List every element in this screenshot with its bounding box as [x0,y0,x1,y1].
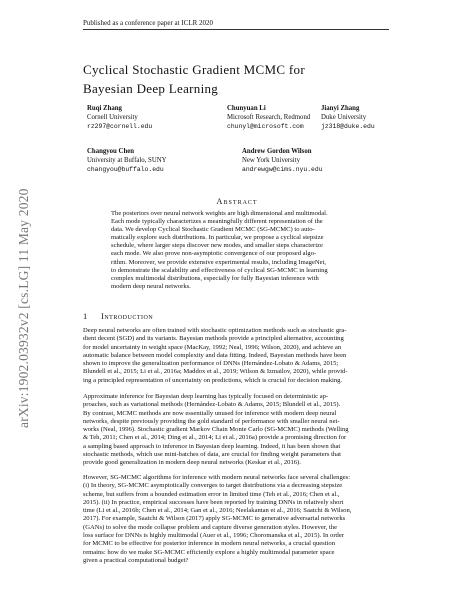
text-line: ing a principled representation of uncertainty on predictions, which is crucial for decision making. [83,376,343,384]
text-line: remains: how do we make SG-MCMC efficiently explore a highly multimodal parameter space [83,548,335,556]
text-line: & Teh, 2011; Chen et al., 2014; Ding et al., 2014; Li et al., 2016a) provide a promising direction for [83,434,347,442]
author-block [242,147,323,174]
abstract-line: schedule, where larger steps discover new modes, and smaller steps characterize [111,242,323,250]
text-line: Blundell et al., 2015; Li et al., 2016a; Maddox et al., 2019; Wilson & Izmailov, 2020), while provid- [83,368,348,376]
text-line: for model uncertainty in weight space (MacKay, 1992; Neal, 1996; Wilson, 2020), and achieve an [83,343,342,351]
text-line: for MCMC to be effective for posterior inference in modern neural networks, a crucial question [83,540,336,548]
author-name: Jianyi Zhang [321,105,360,112]
author-block [87,147,167,174]
intro-paragraph-3 [83,474,390,565]
author-email: rz297@cornell.edu [87,123,153,130]
author-name: Chunyuan Li [227,105,266,112]
paper-title [83,60,305,98]
abstract-body [111,210,362,291]
text-line: automatic balance between model complexity and data fitting. Indeed, Bayesian methods have been [83,351,347,359]
text-line: Approximate inference for Bayesian deep learning has typically focused on deterministic ap- [83,393,329,400]
abstract-line: The posteriors over neural network weights are high dimensional and multimodal. [111,210,328,217]
author-email: changyou@buffalo.edu [87,166,164,173]
abstract-line: each mode. We also prove non-asymptotic convergence of our proposed algo- [111,250,317,258]
author-affiliation: New York University [242,157,300,164]
text-line: networks, despite previously providing the gold standard of performance with smaller neural net- [83,417,340,425]
abstract-line: modern deep neural networks. [111,282,191,290]
abstract-heading: Abstract [216,196,258,206]
abstract-line: matically explore such distributions. In particular, we propose a cyclical stepsize [111,234,324,242]
abstract-line: complex multimodal distributions, especially for fully Bayesian inference with [111,274,319,282]
section-number: 1 [83,311,88,321]
text-line: shown to improve the generalization performance of DNNs (Hernández-Lobato & Adams, 2015; [83,360,339,368]
title-line-1: Cyclical Stochastic Gradient MCMC for [83,62,305,77]
text-line: proaches, such as variational methods (Hernández-Lobato & Adams, 2015; Blundell et al., 2015). [83,401,341,409]
text-line: provide good generalization in modern deep neural networks (Keskar et al., 2016). [83,459,301,467]
text-line: 2015). (ii) In practice, empirical successes have been reported by training DNNs in relatively short [83,498,344,506]
text-line: a sampling based approach to inference in Bayesian deep learning. Indeed, it has been shown that [83,442,341,450]
section-heading [83,311,153,321]
text-line: By contrast, MCMC methods are now essentially unused for inference with modern deep neural [83,409,337,417]
abstract-line: rithm. Moreover, we provide extensive experimental results, including ImageNet, [111,258,327,266]
text-line: time (Li et al., 2016b; Chen et al., 2014; Gan et al., 2016; Neelakantan et al., 2016; Saatchi & Wilson, [83,507,352,515]
author-name: Andrew Gordon Wilson [242,148,312,155]
author-affiliation: University at Buffalo, SUNY [87,157,167,164]
intro-paragraph-2 [83,393,390,468]
intro-paragraph-1 [83,327,390,385]
text-line: stochastic methods, which use mini-batches of data, are crucial for finding weight parameters that [83,451,341,459]
author-email: jz318@duke.edu [321,123,375,130]
text-line: dient decent (SGD) and its variants. Bayesian methods provide a principled alternative, accounting [83,335,344,343]
author-affiliation: Microsoft Research, Redmond [227,114,311,121]
text-line: works (Neal, 1996). Stochastic gradient Markov Chain Monte Carlo (SG-MCMC) methods (Welling [83,426,349,434]
text-line: given a practical computational budget? [83,556,189,564]
text-line: (i) In theory, SG-MCMC asymptotically converges to target distributions via a decreasing stepsize [83,482,343,490]
header-rule [83,29,389,30]
author-name: Ruqi Zhang [87,105,122,112]
author-affiliation: Cornell University [87,114,138,121]
author-email: chunyl@microsoft.com [227,123,304,130]
author-block [321,104,375,131]
author-block [227,104,310,131]
text-line: scheme, but suffers from a bounded estimation error in limited time (Teh et al., 2016; Chen et al., [83,490,340,498]
text-line: Deep neural networks are often trained with stochastic optimization methods such as stochastic gra- [83,327,347,334]
arxiv-identifier: arXiv:1902.03932v2 [cs.LG] 11 May 2020 [16,188,31,428]
title-line-2: Bayesian Deep Learning [83,81,219,96]
abstract-line: to demonstrate the scalability and effectiveness of cyclical SG-MCMC in learning [111,266,328,274]
text-line: 2017). For example, Saatchi & Wilson (2017) apply SG-MCMC to generative adversarial networks [83,515,346,523]
conference-note: Published as a conference paper at ICLR 2020 [83,19,214,27]
section-title: Introduction [101,311,154,321]
text-line: loss surface for DNNs is highly multimodal (Auer et al., 1996; Choromanska et al., 2015). In order [83,532,344,540]
text-line: However, SG-MCMC algorithms for inference with modern neural networks face several challenges: [83,474,351,481]
text-line: (GANs) to solve the mode collapse problem and capture diverse generation styles. However, the [83,523,338,531]
abstract-line: data. We develop Cyclical Stochastic Gradient MCMC (SG-MCMC) to auto- [111,226,315,234]
author-name: Changyou Chen [87,148,135,155]
abstract-line: Each mode typically characterizes a meaningfully different representation of the [111,218,323,226]
author-affiliation: Duke University [321,114,367,121]
author-block [87,104,152,131]
author-email: andrewgw@cims.nyu.edu [242,166,323,173]
